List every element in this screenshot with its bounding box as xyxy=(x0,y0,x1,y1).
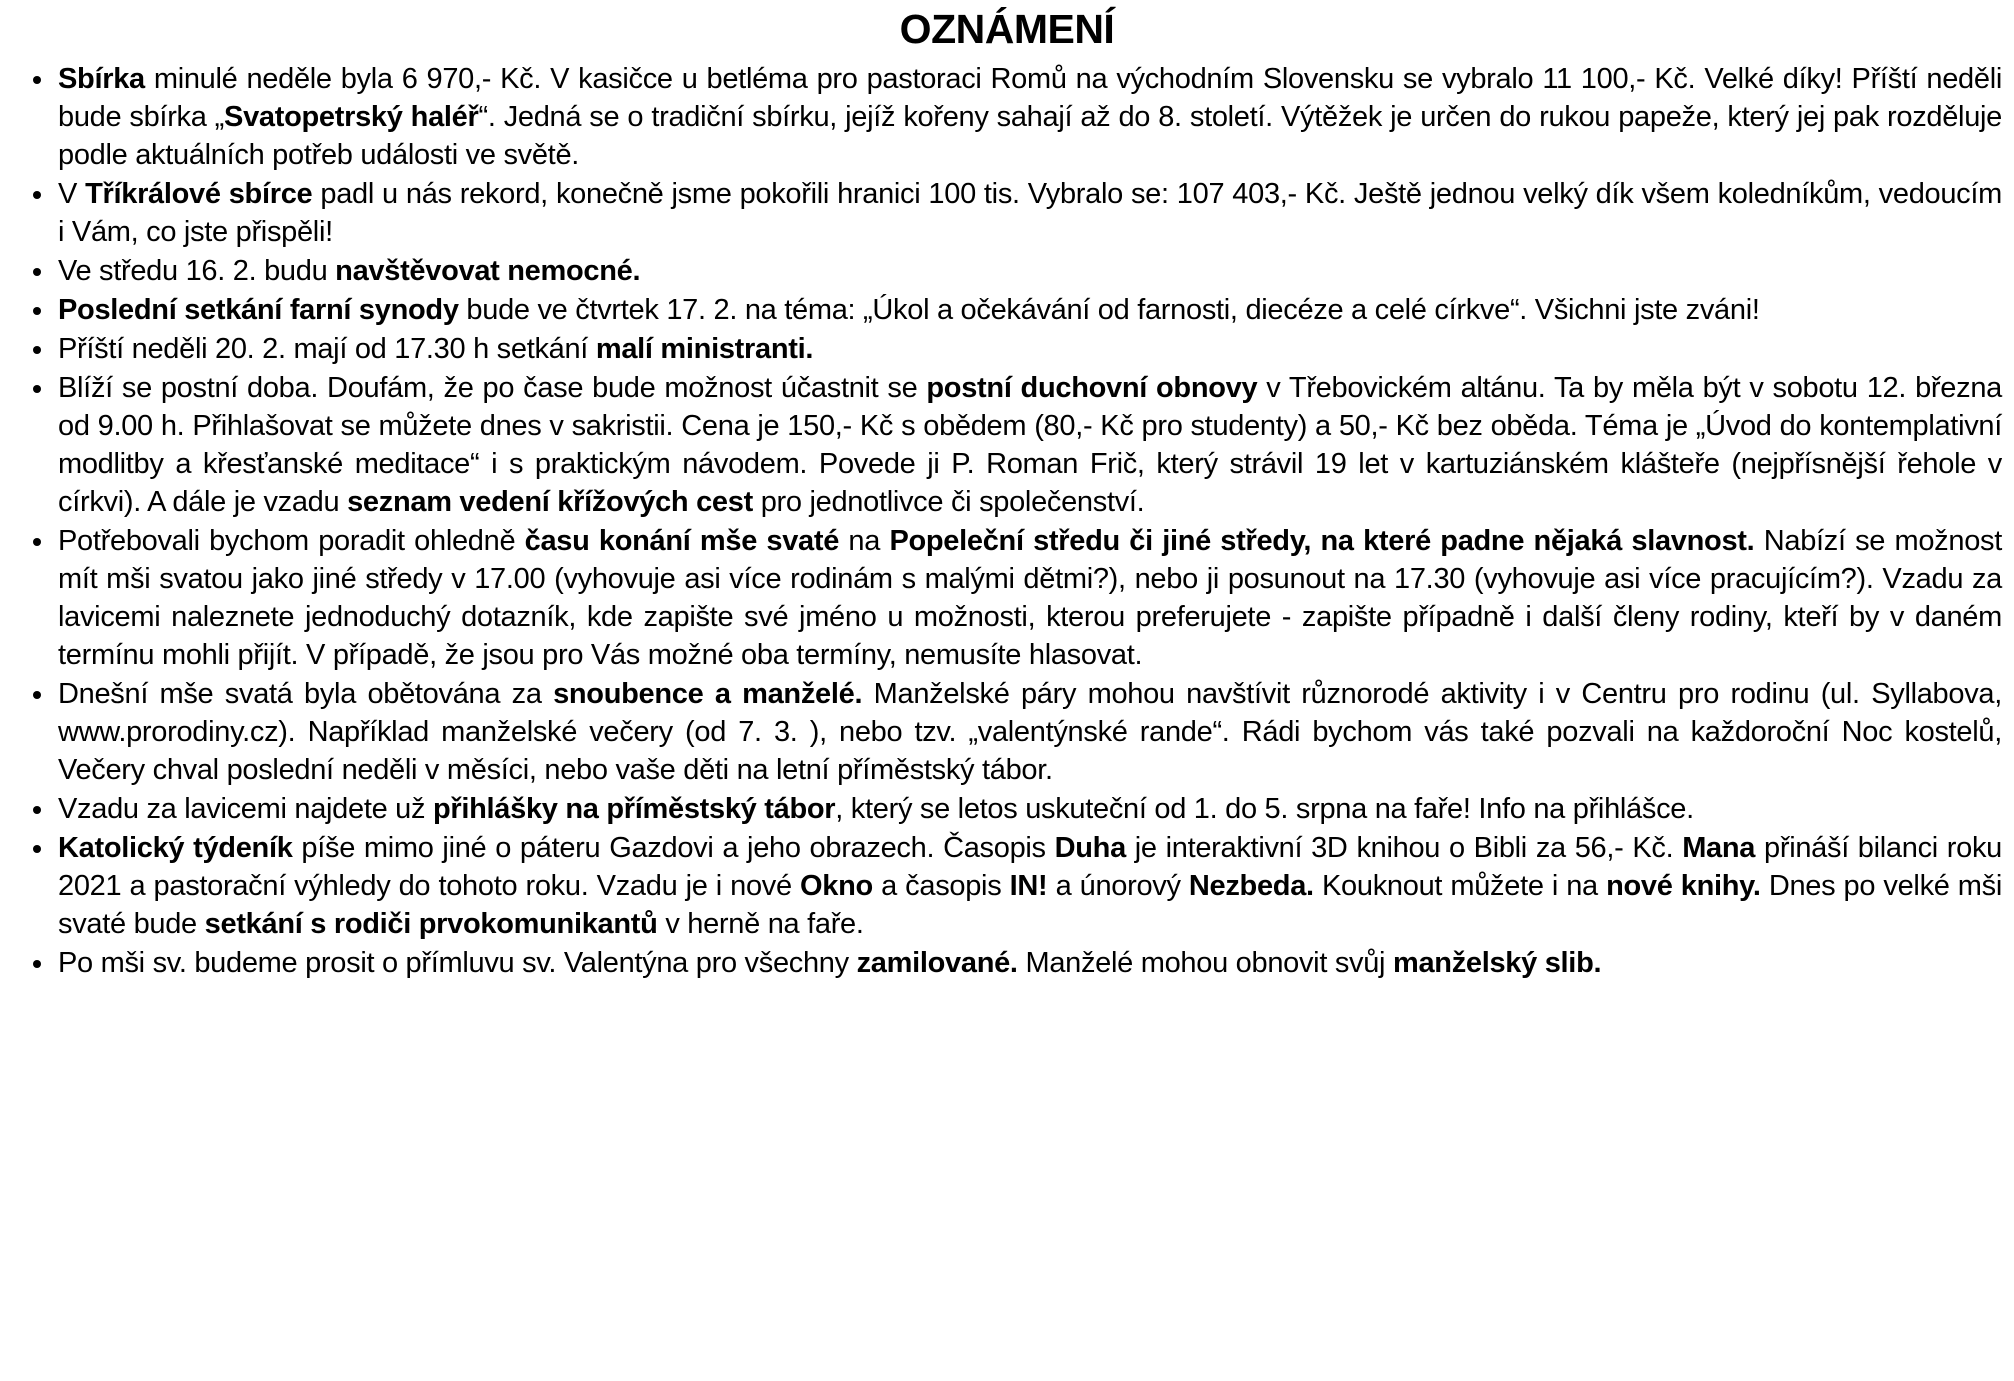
announcement-item xyxy=(56,331,2002,369)
text-segment: padl u nás rekord, konečně jsme pokořili hranici 100 tis. Vybralo se: 107 403,- Kč. Ještě jednou velký dík všem koledníkům, vedoucím i Vám, co jste přispěli! xyxy=(58,177,2002,248)
bold-text-segment: malí ministranti. xyxy=(595,332,814,365)
announcement-item xyxy=(56,61,2002,175)
bold-text-segment: Popeleční středu či jiné středy, na které padne nějaká slavnost. xyxy=(889,524,1755,557)
bold-text-segment: setkání s rodiči prvokomunikantů xyxy=(204,907,658,940)
bold-text-segment: navštěvovat nemocné. xyxy=(335,254,641,287)
announcement-item xyxy=(56,830,2002,944)
bold-text-segment: nové knihy. xyxy=(1606,869,1761,902)
text-segment: v herně na faře. xyxy=(657,907,864,940)
announcement-item xyxy=(56,676,2002,790)
text-segment: V xyxy=(58,177,86,210)
text-segment: je interaktivní 3D knihou o Bibli za 56,- Kč. xyxy=(1125,831,1683,864)
text-segment: Dnes po velké mši svaté bude xyxy=(58,869,2002,940)
bold-text-segment: Okno xyxy=(800,869,873,902)
bold-text-segment: IN! xyxy=(1009,869,1048,902)
text-segment: Dnešní mše svatá byla obětována za xyxy=(58,677,554,710)
bold-text-segment: snoubence a manželé. xyxy=(553,677,863,710)
text-segment: Nabízí se možnost mít mši svatou jako jiné středy v 17.00 (vyhovuje asi více rodinám s malými dětmi?), nebo ji posunout na 17.30 (vyhovuje asi více pracujícím?). Vzadu za lavicemi naleznete jednoduchý dotazník, kde zapište své jméno u možnosti, kterou preferujete - zapište případně i další členy rodiny, kteří by v daném termínu mohli přijít. V případě, že jsou pro Vás možné oba termíny, nemusíte hlasovat. xyxy=(58,524,2002,671)
announcement-item xyxy=(56,176,2002,252)
announcement-item xyxy=(56,791,2002,829)
text-segment: v Třebovickém altánu. Ta by měla být v sobotu 12. března od 9.00 h. Přihlašovat se můžete dnes v sakristii. Cena je 150,- Kč s obědem (80,- Kč pro studenty) a 50,- Kč bez oběda. Téma je „Úvod do kontemplativní modlitby a křesťanské meditace“ i s praktickým návodem. Povede ji P. Roman Frič, který strávil 19 let v kartuziánském klášteře (nejpřísnější řehole v církvi). A dále je vzadu xyxy=(58,371,2002,518)
bold-text-segment: Poslední setkání farní synody xyxy=(58,293,459,326)
bold-text-segment: času konání mše svaté xyxy=(524,524,840,557)
announcement-item xyxy=(56,523,2002,675)
announcement-list xyxy=(10,61,2004,983)
bold-text-segment: přihlášky na příměstský tábor xyxy=(432,792,836,825)
text-segment: Manželé mohou obnovit svůj xyxy=(1017,946,1393,979)
announcement-item xyxy=(56,945,2002,983)
text-segment: Ve středu 16. 2. budu xyxy=(58,254,336,287)
text-segment: Vzadu za lavicemi najdete už xyxy=(58,792,433,825)
text-segment: , který se letos uskuteční od 1. do 5. srpna na faře! Info na přihlášce. xyxy=(835,792,1694,825)
text-segment: Blíží se postní doba. Doufám, že po čase bude možnost účastnit se xyxy=(58,371,927,404)
announcement-item xyxy=(56,292,2002,330)
bold-text-segment: Svatopetrský haléř xyxy=(224,100,479,133)
bold-text-segment: postní duchovní obnovy xyxy=(926,371,1258,404)
text-segment: Manželské páry mohou navštívit různorodé aktivity i v Centru pro rodinu (ul. Syllabova, www.prorodiny.cz). Například manželské večery (od 7. 3. ), nebo tzv. „valentýnské rande“. Rádi bychom vás také pozvali na každoroční Noc kostelů, Večery chval poslední neděli v měsíci, nebo vaše děti na letní příměstský tábor. xyxy=(58,677,2002,786)
text-segment: na xyxy=(839,524,890,557)
text-segment: pro jednotlivce či společenství. xyxy=(752,485,1145,518)
text-segment: a únorový xyxy=(1047,869,1189,902)
text-segment: “. Jedná se o tradiční sbírku, jejíž kořeny sahají až do 8. století. Výtěžek je určen do rukou papeže, který jej pak rozděluje podle aktuálních potřeb události ve světě. xyxy=(58,100,2002,171)
text-segment: Po mši sv. budeme prosit o přímluvu sv. Valentýna pro všechny xyxy=(58,946,857,979)
bold-text-segment: Nezbeda. xyxy=(1188,869,1314,902)
bold-text-segment: Tříkrálové sbírce xyxy=(85,177,313,210)
bold-text-segment: manželský slib. xyxy=(1392,946,1602,979)
announcement-item xyxy=(56,370,2002,522)
bold-text-segment: Sbírka xyxy=(58,63,145,95)
bold-text-segment: Mana xyxy=(1682,831,1756,864)
text-segment: a časopis xyxy=(872,869,1010,902)
text-segment: Potřebovali bychom poradit ohledně xyxy=(58,524,525,557)
text-segment: minulé neděle byla 6 970,- Kč. V kasičce u betléma pro pastoraci Romů na východním Slovensku se vybralo 11 100,- Kč. Velké díky! Příští neděli bude sbírka „ xyxy=(58,63,2002,133)
bold-text-segment: Katolický týdeník xyxy=(58,831,293,864)
page-title: OZNÁMENÍ xyxy=(899,6,1115,52)
text-segment: bude ve čtvrtek 17. 2. na téma: „Úkol a očekávání od farnosti, diecéze a celé církve“. Všichni jste zváni! xyxy=(458,293,1760,326)
bold-text-segment: Duha xyxy=(1054,831,1126,864)
bold-text-segment: seznam vedení křížových cest xyxy=(347,485,753,518)
text-segment: píše mimo jiné o páteru Gazdovi a jeho obrazech. Časopis xyxy=(292,831,1055,864)
announcement-item xyxy=(56,253,2002,291)
text-segment: Příští neděli 20. 2. mají od 17.30 h setkání xyxy=(58,332,596,365)
bold-text-segment: zamilované. xyxy=(856,946,1018,979)
text-segment: přináší bilanci roku 2021 a pastorační výhledy do tohoto roku. Vzadu je i nové xyxy=(58,831,2002,902)
text-segment: Kouknout můžete i na xyxy=(1313,869,1607,902)
